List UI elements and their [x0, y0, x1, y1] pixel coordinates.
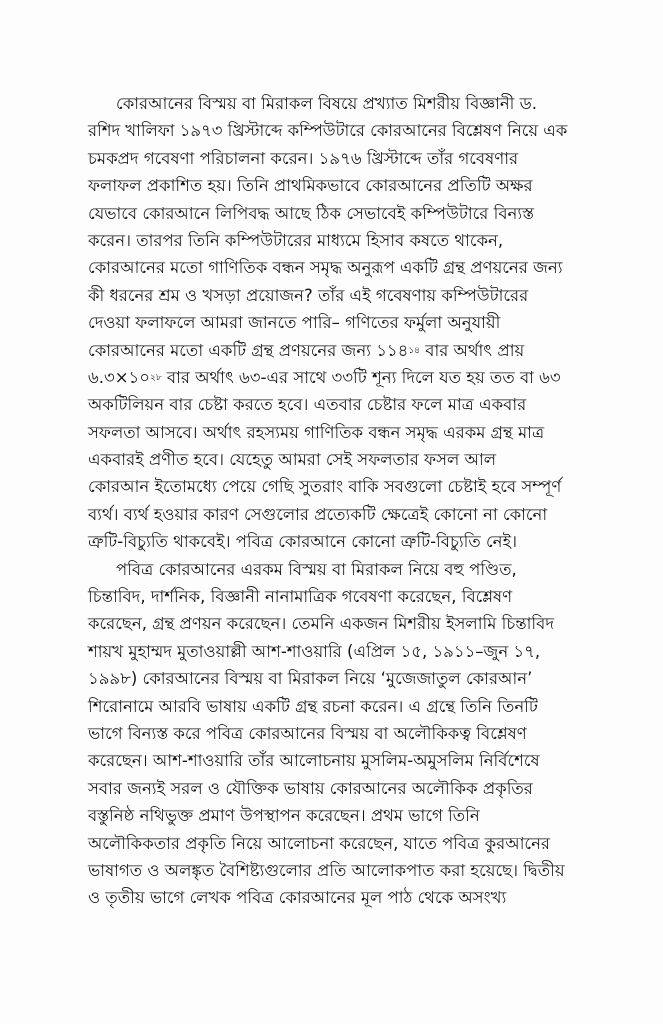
text-line: [88, 638, 568, 665]
text-line: [88, 90, 568, 117]
text-line: [88, 747, 568, 774]
text-line: [88, 391, 568, 418]
paragraph: [88, 90, 568, 556]
line-text: একবারই প্রণীত হবে। যেহেতু আমরা সেই সফলতার ফসল আল: [88, 450, 497, 470]
text-line: [88, 501, 568, 528]
line-text: ৬.৩×১০: [88, 367, 150, 387]
line-text: পবিত্র কোরআনের এরকম বিস্ময় বা মিরাকল নিয়ে বহু পণ্ডিত,: [116, 559, 517, 579]
text-line: [88, 200, 568, 227]
paragraph: [88, 556, 568, 912]
text-line: [88, 172, 568, 199]
line-text: ত্রুটি-বিচ্যুতি থাকবেই। পবিত্র কোরআনে কোনো ত্রুটি-বিচ্যুতি নেই।: [88, 532, 518, 552]
line-text: ভাষাগত ও অলঙ্কৃত বৈশিষ্ট্যগুলোর প্রতি আলোকপাত করা হয়েছে। দ্বিতীয়: [88, 860, 565, 880]
text-line: [88, 857, 568, 884]
line-text: ফলাফল প্রকাশিত হয়। তিনি প্রাথমিকভাবে কোরআনের প্রতিটি অক্ষর: [88, 176, 533, 196]
line-text: অকটিলিয়ন বার চেষ্টা করতে হবে। এতবার চেষ্টার ফলে মাত্র একবার: [88, 395, 527, 415]
line-text: করেন। তারপর তিনি কম্পিউটারের মাধ্যমে হিসাব কষতে থাকেন,: [88, 230, 504, 250]
text-line: [88, 117, 568, 144]
line-text: সবার জন্যই সরল ও যৌক্তিক ভাষায় কোরআনের অলৌকিক প্রকৃতির: [88, 778, 533, 798]
text-line: [88, 528, 568, 555]
text-line: [88, 446, 568, 473]
text-line: [88, 775, 568, 802]
line-text: চিন্তাবিদ, দার্শনিক, বিজ্ঞানী নানামাত্রিক গবেষণা করেছেন, বিশ্লেষণ: [88, 587, 513, 607]
line-text: করেছেন। আশ-শাওয়ারি তাঁর আলোচনায় মুসলিম-অমুসলিম নির্বিশেষে: [88, 751, 540, 771]
line-text: কোরআনের বিস্ময় বা মিরাকল বিষয়ে প্রখ্যাত মিশরীয় বিজ্ঞানী ড.: [116, 94, 538, 113]
line-text-continuation: বার অর্থাৎ প্রায়: [420, 340, 525, 360]
line-text: কোরআনের মতো একটি গ্রন্থ প্রণয়নের জন্য ১১৪: [88, 340, 409, 360]
line-text: ও তৃতীয় ভাগে লেখক পবিত্র কোরআনের মূল পাঠ থেকে অসংখ্য: [88, 888, 507, 908]
superscript-exponent: ২৮: [149, 372, 162, 383]
text-line: [88, 665, 568, 692]
text-line: [88, 337, 568, 364]
line-text: চমকপ্রদ গবেষণা পরিচালনা করেন। ১৯৭৬ খ্রিস্টাব্দে তাঁর গবেষণার: [88, 148, 519, 168]
line-text: বস্তুনিষ্ঠ নথিভুক্ত প্রমাণ উপস্থাপন করেছেন। প্রথম ভাগে তিনি: [88, 806, 480, 826]
body-text: [88, 90, 568, 912]
text-line: [88, 884, 568, 911]
text-line: [88, 309, 568, 336]
line-text: সফলতা আসবে। অর্থাৎ রহস্যময় গাণিতিক বন্ধন সমৃদ্ধ এরকম গ্রন্থ মাত্র: [88, 422, 545, 442]
line-text-continuation: বার অর্থাৎ ৬৩-এর সাথে ৩৩টি শূন্য দিলে যত হয় তত বা ৬৩: [161, 367, 561, 387]
line-text: ব্যর্থ। ব্যর্থ হওয়ার কারণ সেগুলোর প্রত্যেকটি ক্ষেত্রেই কোনো না কোনো: [88, 504, 548, 524]
line-text: দেওয়া ফলাফলে আমরা জানতে পারি– গণিতের ফর্মুলা অনুযায়ী: [88, 313, 501, 333]
line-text: শায়খ মুহাম্মদ মুতাওয়াল্লী আশ-শাওয়ারি (এপ্রিল ১৫, ১৯১১–জুন ১৭,: [88, 641, 541, 661]
line-text: কোরআন ইতোমধ্যে পেয়ে গেছি সুতরাং বাকি সবগুলো চেষ্টাই হবে সম্পূর্ণ: [88, 477, 562, 497]
line-text: যেভাবে কোরআনে লিপিবদ্ধ আছে ঠিক সেভাবেই কম্পিউটারে বিন্যস্ত: [88, 203, 534, 223]
line-text: শিরোনামে আরবি ভাষায় একটি গ্রন্থ রচনা করেন। এ গ্রন্থে তিনি তিনটি: [88, 696, 538, 716]
text-line: [88, 227, 568, 254]
line-text: ভাগে বিন্যস্ত করে পবিত্র কোরআনের বিস্ময় বা অলৌকিকত্ব বিশ্লেষণ: [88, 723, 527, 743]
text-line: [88, 610, 568, 637]
line-text: রশিদ খালিফা ১৯৭৩ খ্রিস্টাব্দে কম্পিউটারে কোরআনের বিশ্লেষণ নিয়ে এক: [88, 121, 568, 141]
text-line: [88, 364, 568, 391]
superscript-exponent: ১৪: [408, 345, 421, 356]
text-line: [88, 254, 568, 281]
line-text: অলৌকিকতার প্রকৃতি নিয়ে আলোচনা করেছেন, যাতে পবিত্র কুরআনের: [88, 833, 550, 853]
text-line: [88, 830, 568, 857]
line-text: ১৯৯৮) কোরআনের বিস্ময় বা মিরাকল নিয়ে ‘মুজেজাতুল কোরআন’: [88, 669, 533, 689]
text-line: [88, 556, 568, 583]
text-line: [88, 419, 568, 446]
text-line: [88, 720, 568, 747]
text-line: [88, 693, 568, 720]
text-line: [88, 282, 568, 309]
line-text: কী ধরনের শ্রম ও খসড়া প্রয়োজন? তাঁর এই গবেষণায় কম্পিউটারের: [88, 285, 529, 305]
line-text: কোরআনের মতো গাণিতিক বন্ধন সমৃদ্ধ অনুরূপ একটি গ্রন্থ প্রণয়নের জন্য: [88, 258, 563, 278]
text-line: [88, 145, 568, 172]
text-line: [88, 583, 568, 610]
line-text: করেছেন, গ্রন্থ প্রণয়ন করেছেন। তেমনি একজন মিশরীয় ইসলামি চিন্তাবিদ: [88, 614, 554, 634]
text-line: [88, 473, 568, 500]
text-line: [88, 802, 568, 829]
